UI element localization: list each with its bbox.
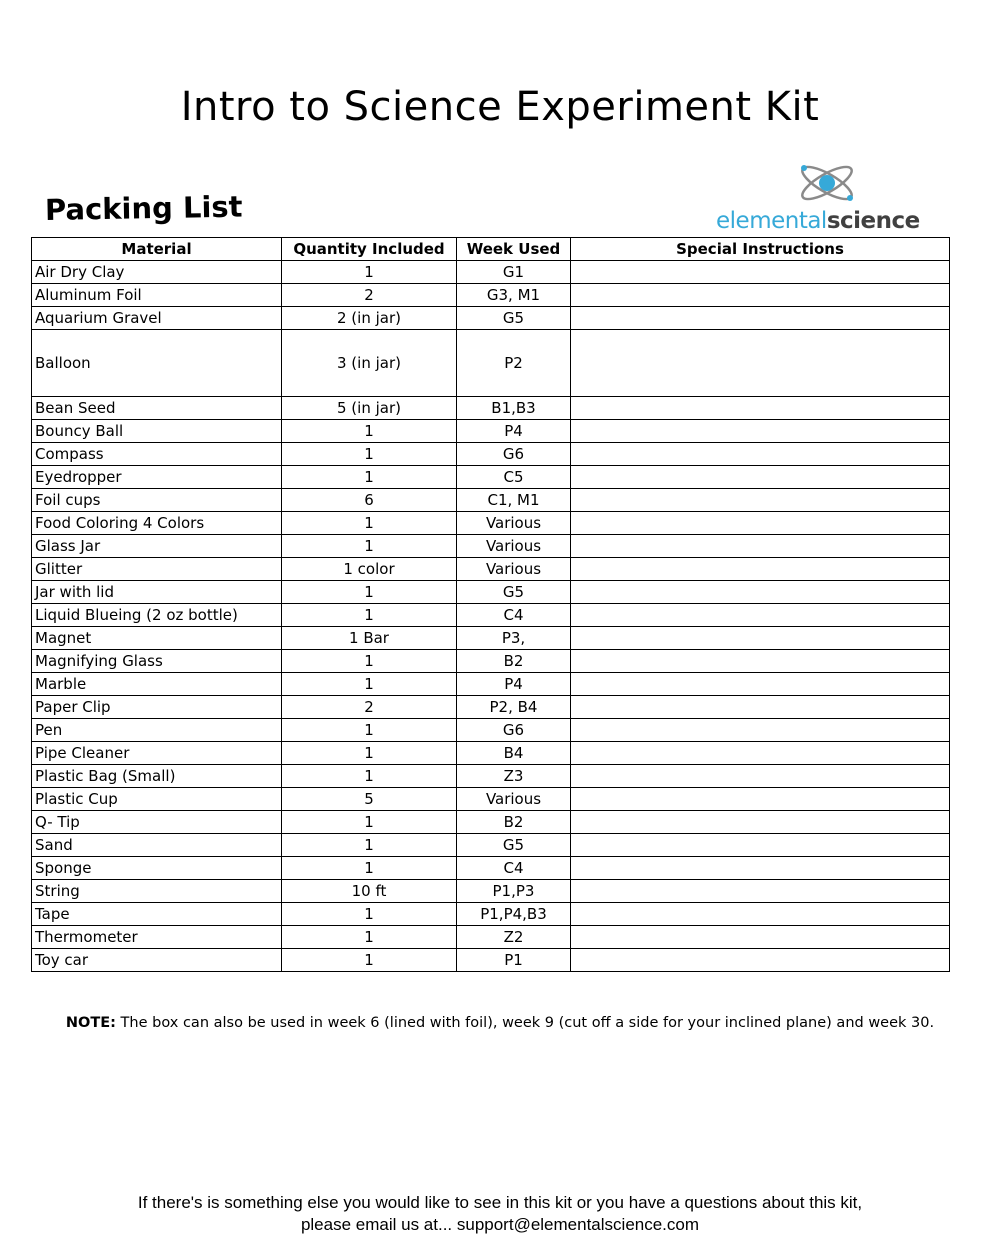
cell-instructions xyxy=(571,397,950,420)
cell-quantity: 1 xyxy=(282,926,457,949)
cell-quantity: 1 xyxy=(282,719,457,742)
table-row xyxy=(32,420,950,443)
cell-quantity: 1 xyxy=(282,765,457,788)
cell-week: G6 xyxy=(457,719,571,742)
cell-material: Bean Seed xyxy=(32,397,282,420)
table-row xyxy=(32,581,950,604)
table-row xyxy=(32,466,950,489)
cell-quantity: 1 xyxy=(282,261,457,284)
cell-quantity: 1 xyxy=(282,420,457,443)
cell-quantity: 2 xyxy=(282,284,457,307)
cell-instructions xyxy=(571,581,950,604)
cell-material: String xyxy=(32,880,282,903)
cell-material: Balloon xyxy=(32,330,282,397)
cell-instructions xyxy=(571,719,950,742)
cell-instructions xyxy=(571,903,950,926)
cell-material: Glass Jar xyxy=(32,535,282,558)
cell-quantity: 1 xyxy=(282,512,457,535)
footer xyxy=(0,1192,1000,1236)
cell-quantity: 1 color xyxy=(282,558,457,581)
cell-material: Sponge xyxy=(32,857,282,880)
cell-instructions xyxy=(571,443,950,466)
cell-instructions xyxy=(571,696,950,719)
cell-instructions xyxy=(571,949,950,972)
cell-quantity: 1 xyxy=(282,811,457,834)
logo-wordmark-part1: elemental xyxy=(716,208,827,234)
cell-material: Tape xyxy=(32,903,282,926)
cell-material: Jar with lid xyxy=(32,581,282,604)
table-row xyxy=(32,857,950,880)
logo-wordmark-part2: science xyxy=(826,208,920,234)
cell-week: P2, B4 xyxy=(457,696,571,719)
cell-quantity: 5 xyxy=(282,788,457,811)
cell-material: Q- Tip xyxy=(32,811,282,834)
cell-material: Pen xyxy=(32,719,282,742)
cell-week: C1, M1 xyxy=(457,489,571,512)
table-row xyxy=(32,284,950,307)
cell-week: P1,P4,B3 xyxy=(457,903,571,926)
column-header-week: Week Used xyxy=(457,238,571,261)
cell-week: Z3 xyxy=(457,765,571,788)
cell-material: Marble xyxy=(32,673,282,696)
cell-week: P1,P3 xyxy=(457,880,571,903)
cell-quantity: 1 xyxy=(282,604,457,627)
footer-line-2: please email us at... support@elementalscience.com xyxy=(300,1215,700,1234)
cell-quantity: 1 xyxy=(282,650,457,673)
cell-quantity: 1 xyxy=(282,673,457,696)
cell-week: B1,B3 xyxy=(457,397,571,420)
column-header-quantity: Quantity Included xyxy=(282,238,457,261)
table-row xyxy=(32,765,950,788)
cell-material: Foil cups xyxy=(32,489,282,512)
cell-week: Z2 xyxy=(457,926,571,949)
cell-quantity: 1 xyxy=(282,535,457,558)
cell-week: Various xyxy=(457,512,571,535)
cell-quantity: 2 (in jar) xyxy=(282,307,457,330)
cell-material: Pipe Cleaner xyxy=(32,742,282,765)
cell-instructions xyxy=(571,627,950,650)
cell-material: Glitter xyxy=(32,558,282,581)
cell-instructions xyxy=(571,284,950,307)
cell-week: G3, M1 xyxy=(457,284,571,307)
cell-week: B2 xyxy=(457,811,571,834)
cell-quantity: 5 (in jar) xyxy=(282,397,457,420)
logo-wordmark xyxy=(716,208,920,234)
cell-material: Liquid Blueing (2 oz bottle) xyxy=(32,604,282,627)
cell-quantity: 3 (in jar) xyxy=(282,330,457,397)
table-row xyxy=(32,719,950,742)
table-row xyxy=(32,307,950,330)
cell-instructions xyxy=(571,811,950,834)
cell-material: Magnet xyxy=(32,627,282,650)
cell-material: Toy car xyxy=(32,949,282,972)
cell-week: Various xyxy=(457,558,571,581)
table-row xyxy=(32,880,950,903)
cell-quantity: 6 xyxy=(282,489,457,512)
footer-line-1: If there's is something else you would like to see in this kit or you have a questions about this kit, xyxy=(137,1193,863,1212)
cell-material: Aluminum Foil xyxy=(32,284,282,307)
cell-quantity: 1 xyxy=(282,581,457,604)
cell-quantity: 1 xyxy=(282,466,457,489)
cell-week: G1 xyxy=(457,261,571,284)
cell-material: Compass xyxy=(32,443,282,466)
cell-instructions xyxy=(571,420,950,443)
cell-week: P2 xyxy=(457,330,571,397)
cell-quantity: 1 xyxy=(282,834,457,857)
cell-material: Magnifying Glass xyxy=(32,650,282,673)
table-row xyxy=(32,627,950,650)
cell-instructions xyxy=(571,330,950,397)
cell-quantity: 1 xyxy=(282,443,457,466)
cell-week: P1 xyxy=(457,949,571,972)
cell-week: G5 xyxy=(457,307,571,330)
cell-instructions xyxy=(571,857,950,880)
cell-instructions xyxy=(571,673,950,696)
table-row xyxy=(32,443,950,466)
cell-material: Aquarium Gravel xyxy=(32,307,282,330)
table-row xyxy=(32,397,950,420)
cell-week: C4 xyxy=(457,857,571,880)
cell-instructions xyxy=(571,742,950,765)
table-row xyxy=(32,604,950,627)
cell-quantity: 1 xyxy=(282,742,457,765)
table-row xyxy=(32,261,950,284)
cell-instructions xyxy=(571,535,950,558)
table-row xyxy=(32,489,950,512)
cell-week: P3, xyxy=(457,627,571,650)
table-row xyxy=(32,558,950,581)
cell-instructions xyxy=(571,788,950,811)
table-header-row xyxy=(32,238,950,261)
cell-instructions xyxy=(571,926,950,949)
page-title: Intro to Science Experiment Kit xyxy=(180,84,820,130)
table-row xyxy=(32,696,950,719)
cell-week: Various xyxy=(457,788,571,811)
cell-material: Paper Clip xyxy=(32,696,282,719)
cell-instructions xyxy=(571,466,950,489)
table-row xyxy=(32,535,950,558)
table-row xyxy=(32,903,950,926)
cell-instructions xyxy=(571,880,950,903)
cell-instructions xyxy=(571,604,950,627)
table-row xyxy=(32,926,950,949)
cell-week: G6 xyxy=(457,443,571,466)
cell-week: P4 xyxy=(457,673,571,696)
cell-quantity: 1 xyxy=(282,857,457,880)
cell-week: C5 xyxy=(457,466,571,489)
cell-quantity: 10 ft xyxy=(282,880,457,903)
table-row xyxy=(32,834,950,857)
note-label: NOTE: xyxy=(65,1015,116,1031)
cell-week: G5 xyxy=(457,581,571,604)
packing-list-table xyxy=(31,237,950,972)
table-row xyxy=(32,742,950,765)
cell-week: G5 xyxy=(457,834,571,857)
table-row xyxy=(32,811,950,834)
cell-week: C4 xyxy=(457,604,571,627)
cell-material: Eyedropper xyxy=(32,466,282,489)
table-row xyxy=(32,673,950,696)
cell-instructions xyxy=(571,261,950,284)
cell-week: B4 xyxy=(457,742,571,765)
cell-material: Food Coloring 4 Colors xyxy=(32,512,282,535)
cell-instructions xyxy=(571,650,950,673)
cell-instructions xyxy=(571,765,950,788)
cell-material: Plastic Cup xyxy=(32,788,282,811)
cell-week: P4 xyxy=(457,420,571,443)
packing-list-heading: Packing List xyxy=(44,189,243,227)
cell-material: Air Dry Clay xyxy=(32,261,282,284)
cell-quantity: 1 xyxy=(282,903,457,926)
cell-quantity: 1 xyxy=(282,949,457,972)
table-row xyxy=(32,650,950,673)
atom-icon xyxy=(792,156,862,211)
note xyxy=(0,1015,1000,1031)
cell-instructions xyxy=(571,512,950,535)
column-header-material: Material xyxy=(32,238,282,261)
cell-material: Thermometer xyxy=(32,926,282,949)
table-row xyxy=(32,512,950,535)
cell-week: Various xyxy=(457,535,571,558)
table-row xyxy=(32,330,950,397)
cell-quantity: 2 xyxy=(282,696,457,719)
table-row xyxy=(32,949,950,972)
cell-instructions xyxy=(571,834,950,857)
cell-material: Bouncy Ball xyxy=(32,420,282,443)
cell-instructions xyxy=(571,307,950,330)
cell-week: B2 xyxy=(457,650,571,673)
column-header-instructions: Special Instructions xyxy=(571,238,950,261)
cell-instructions xyxy=(571,489,950,512)
cell-instructions xyxy=(571,558,950,581)
cell-quantity: 1 Bar xyxy=(282,627,457,650)
elemental-science-logo xyxy=(716,156,931,236)
table-row xyxy=(32,788,950,811)
cell-material: Plastic Bag (Small) xyxy=(32,765,282,788)
note-text: The box can also be used in week 6 (lined with foil), week 9 (cut off a side for your inclined plane) and week 30. xyxy=(115,1015,935,1031)
cell-material: Sand xyxy=(32,834,282,857)
